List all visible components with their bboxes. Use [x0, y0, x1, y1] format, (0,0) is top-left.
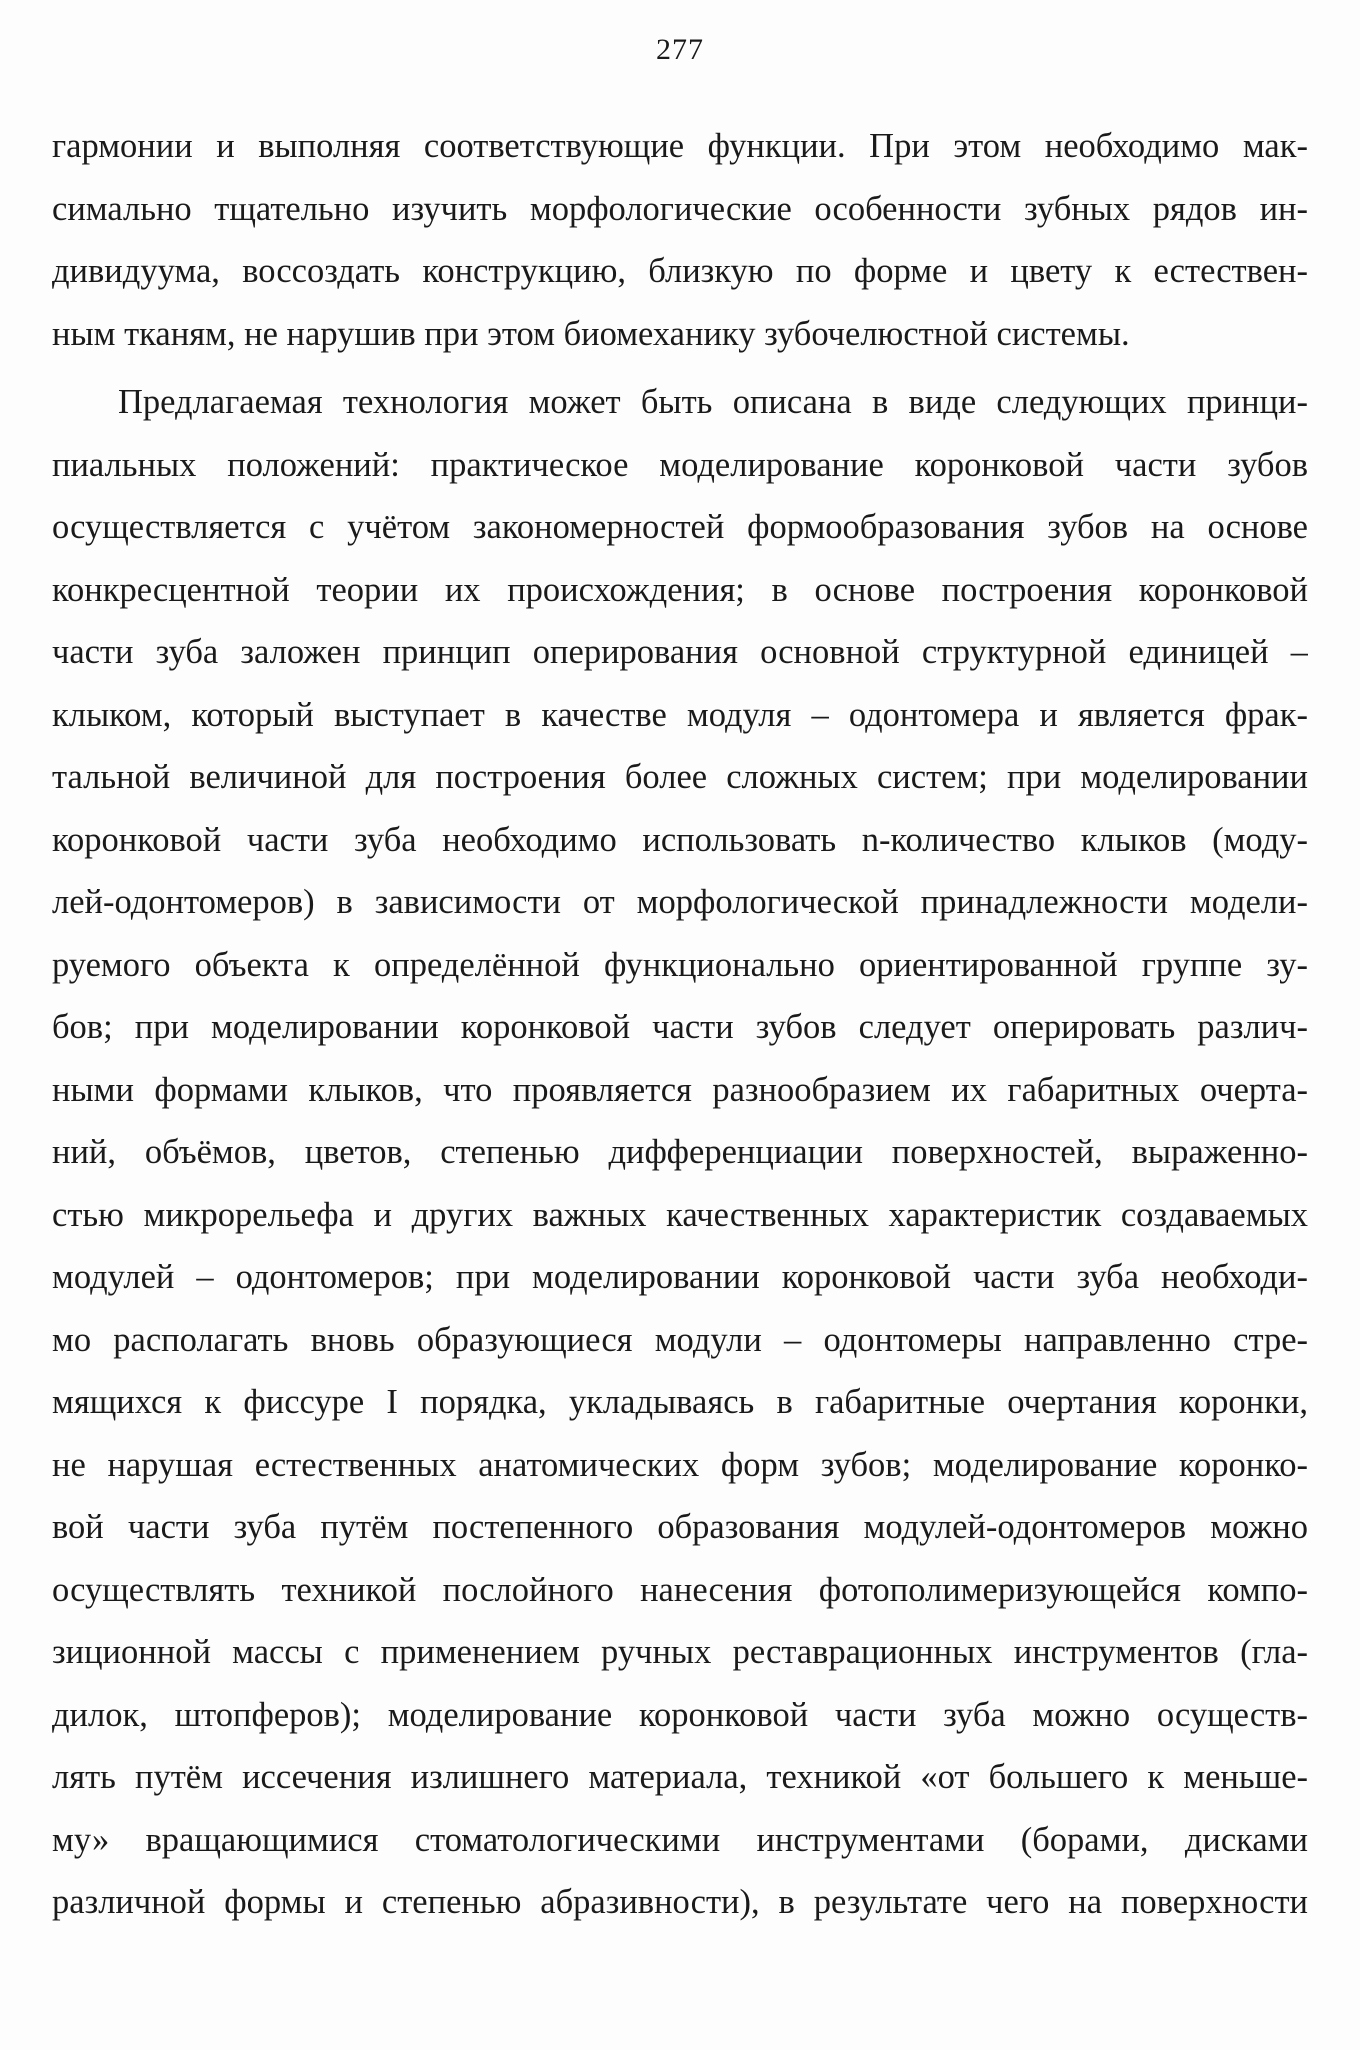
text-line: вой части зуба путём постепенного образования модулей-одонтомеров можно	[52, 1508, 1308, 1546]
text-line: клыком, который выступает в качестве модуля – одонтомера и является фрак-	[52, 695, 1308, 734]
text-line: мящихся к фиссуре I порядка, укладываясь в габаритные очертания коронки,	[52, 1383, 1308, 1421]
text-line: лять путём иссечения излишнего материала, техникой «от большего к меньше-	[52, 1758, 1308, 1796]
text-line: руемого объекта к определённой функционально ориентированной группе зу-	[52, 945, 1308, 984]
text-line: различной формы и степенью абразивности), в результате чего на поверхности	[52, 1883, 1308, 1921]
text-line: модулей – одонтомеров; при моделировании коронковой части зуба необходи-	[52, 1258, 1308, 1296]
paragraph	[52, 371, 1308, 1934]
text-line: Предлагаемая технология может быть описана в виде следующих принци-	[118, 383, 1308, 421]
text-line: пиальных положений: практическое моделирование коронковой части зубов	[52, 445, 1308, 484]
text-line: дивидуума, воссоздать конструкцию, близкую по форме и цвету к естествен-	[52, 252, 1308, 290]
body-text	[52, 115, 1308, 1934]
page-number: 277	[656, 33, 704, 66]
text-line: дилок, штопферов); моделирование коронковой части зуба можно осуществ-	[52, 1695, 1308, 1734]
text-line: гармонии и выполняя соответствующие функции. При этом необходимо мак-	[52, 127, 1308, 165]
text-line: симально тщательно изучить морфологические особенности зубных рядов ин-	[52, 189, 1308, 228]
text-line: стью микрорельефа и других важных качественных характеристик создаваемых	[52, 1195, 1308, 1234]
text-line: конкресцентной теории их происхождения; в основе построения коронковой	[52, 570, 1308, 609]
text-line: не нарушая естественных анатомических форм зубов; моделирование коронко-	[52, 1445, 1308, 1484]
text-line: осуществляется с учётом закономерностей формообразования зубов на основе	[52, 508, 1308, 546]
text-line: му» вращающимися стоматологическими инструментами (борами, дисками	[52, 1820, 1308, 1859]
text-line: осуществлять техникой послойного нанесения фотополимеризующейся компо-	[52, 1570, 1308, 1609]
text-line: части зуба заложен принцип оперирования основной структурной единицей –	[52, 633, 1308, 671]
text-line: ний, объёмов, цветов, степенью дифференциации поверхностей, выраженно-	[52, 1133, 1308, 1171]
text-line: мо располагать вновь образующиеся модули – одонтомеры направленно стре-	[52, 1320, 1308, 1359]
text-line: лей-одонтомеров) в зависимости от морфологической принадлежности модели-	[52, 883, 1308, 921]
text-line: тальной величиной для построения более сложных систем; при моделировании	[52, 758, 1308, 796]
text-line: зиционной массы с применением ручных реставрационных инструментов (гла-	[52, 1633, 1308, 1671]
text-line: бов; при моделировании коронковой части зубов следует оперировать различ-	[52, 1008, 1308, 1046]
text-line: ным тканям, не нарушив при этом биомеханику зубочелюстной системы.	[52, 314, 1130, 353]
paragraph	[52, 115, 1308, 365]
text-line: коронковой части зуба необходимо использовать n-количество клыков (моду-	[52, 820, 1308, 859]
text-line: ными формами клыков, что проявляется разнообразием их габаритных очерта-	[52, 1070, 1308, 1109]
